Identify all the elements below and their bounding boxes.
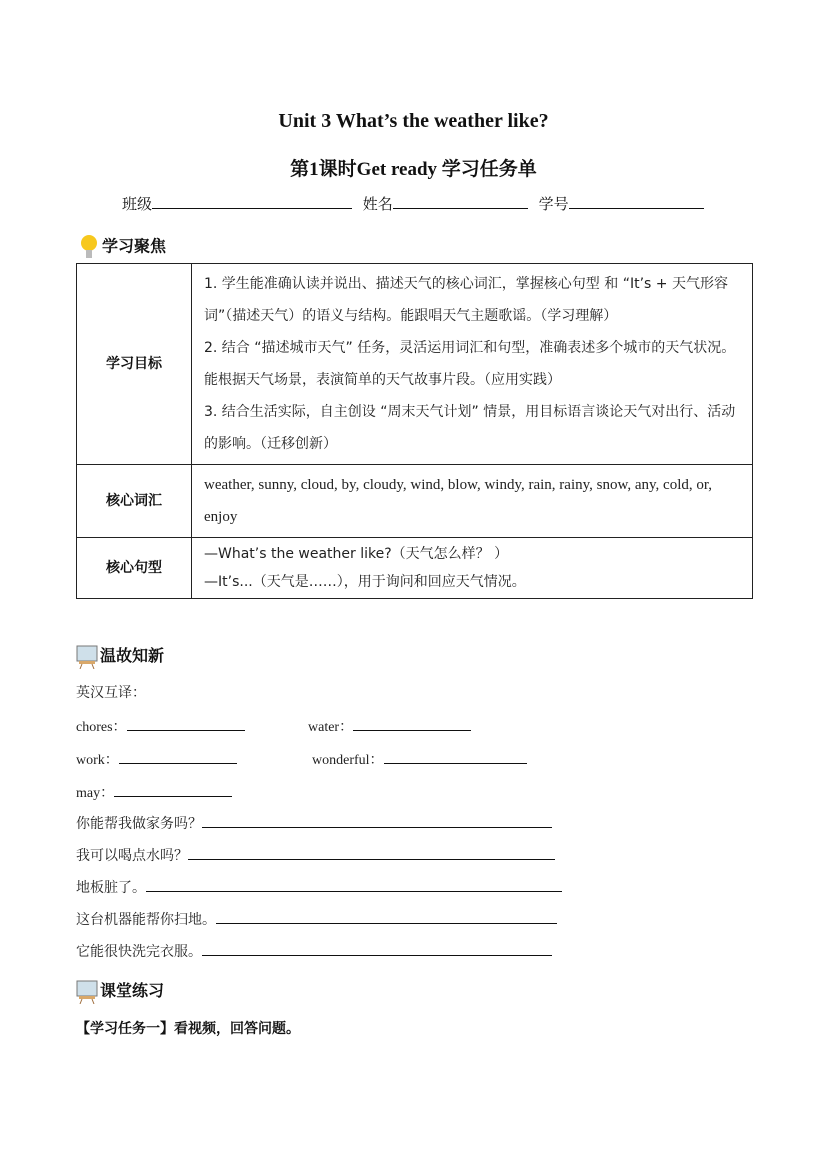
word-label: work： <box>76 753 119 768</box>
practice-heading: 课堂练习 <box>76 978 164 1004</box>
word-label: water： <box>308 720 354 735</box>
easel-icon <box>76 645 98 669</box>
sentence-label: 我可以喝点水吗？ <box>76 848 188 864</box>
review-heading: 温故知新 <box>76 643 164 669</box>
answer-blank[interactable] <box>188 845 555 860</box>
answer-blank[interactable] <box>202 813 552 828</box>
focus-heading: 学习聚焦 <box>78 233 166 261</box>
name-field[interactable] <box>393 194 528 209</box>
table-row <box>77 264 753 465</box>
answer-blank[interactable] <box>146 877 562 892</box>
sentence-label: 你能帮我做家务吗？ <box>76 816 202 832</box>
row-label: 学习目标 <box>77 264 192 465</box>
task-text: 看视频，回答问题。 <box>174 1021 300 1037</box>
goal-1: 1. 学生能准确认读并说出、描述天气的核心词汇，掌握核心句型 和 “It’s + 天气形容词”（描述天气）的语义与结构。能跟唱天气主题歌谣。（学习理解） <box>204 276 728 324</box>
row-label: 核心句型 <box>77 538 192 599</box>
class-field[interactable] <box>152 194 352 209</box>
answer-blank[interactable] <box>202 941 552 956</box>
answer-blank[interactable] <box>114 782 232 797</box>
page-title: Unit 3 What’s the weather like? <box>278 110 549 132</box>
word-label: wonderful： <box>312 753 384 768</box>
number-label: 学号 <box>538 195 569 213</box>
focus-table <box>76 263 753 599</box>
number-field[interactable] <box>569 194 704 209</box>
review-instruction: 英汉互译： <box>76 685 146 701</box>
task-one <box>76 1018 300 1038</box>
sentence-label: 地板脏了。 <box>76 880 146 896</box>
core-sentence-2: —It’s...（天气是……），用于询问和回应天气情况。 <box>204 574 526 590</box>
answer-blank[interactable] <box>119 749 237 764</box>
answer-blank[interactable] <box>216 909 557 924</box>
goal-3: 3. 结合生活实际，自主创设 “周末天气计划” 情景，用目标语言谈论天气对出行、活动的影响。（迁移创新） <box>204 404 736 452</box>
table-row <box>77 538 753 599</box>
word-label: may： <box>76 786 115 801</box>
class-label: 班级 <box>122 195 153 213</box>
sentence-label: 这台机器能帮你扫地。 <box>76 912 216 928</box>
name-label: 姓名 <box>362 195 393 213</box>
row-label: 核心词汇 <box>77 465 192 538</box>
easel-icon <box>76 980 98 1004</box>
goal-2: 2. 结合 “描述城市天气” 任务，灵活运用词汇和句型，准确表述多个城市的天气状况。能根据天气场景，表演简单的天气故事片段。（应用实践） <box>204 340 736 388</box>
answer-blank[interactable] <box>384 749 527 764</box>
core-vocab: weather, sunny, cloud, by, cloudy, wind, blow, windy, rain, rainy, snow, any, cold, or, enjoy <box>192 465 753 538</box>
table-row <box>77 465 753 538</box>
page-subtitle: 第1课时Get ready 学习任务单 <box>290 159 537 180</box>
sentence-label: 它能很快洗完衣服。 <box>76 944 202 960</box>
lightbulb-icon <box>78 233 100 261</box>
core-sentence-1: —What’s the weather like?（天气怎么样？ ） <box>204 546 509 562</box>
student-info <box>122 193 704 214</box>
answer-blank[interactable] <box>127 716 245 731</box>
word-label: chores： <box>76 720 127 735</box>
task-tag: 【学习任务一】 <box>76 1021 174 1037</box>
answer-blank[interactable] <box>353 716 471 731</box>
